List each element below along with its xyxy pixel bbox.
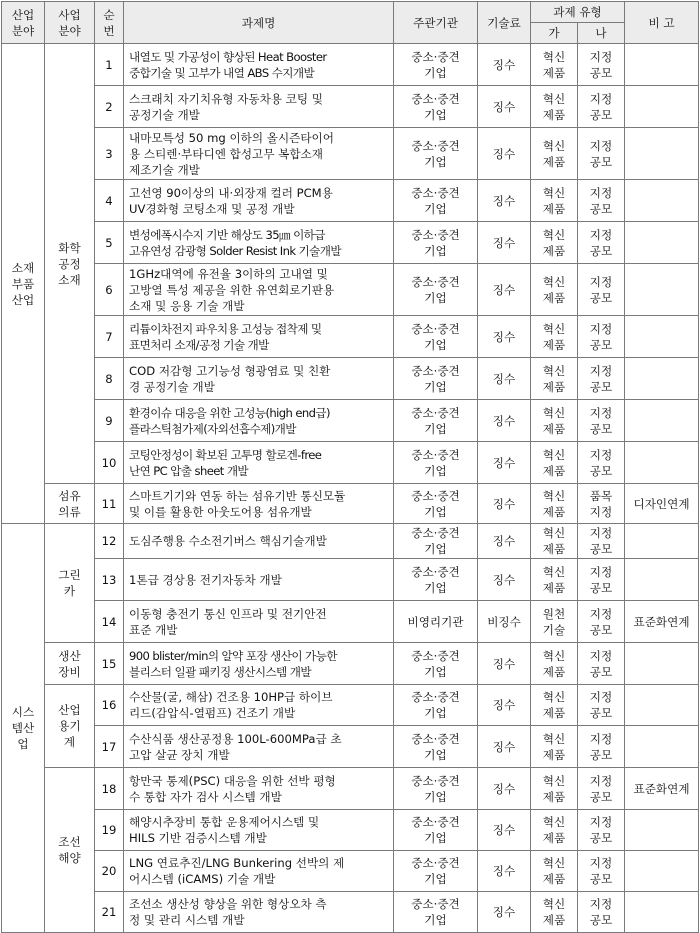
- agency-cell: 중소·중견 기업: [394, 442, 478, 484]
- fee-cell: 징수: [478, 400, 531, 442]
- note-cell: 디자인연계: [625, 484, 699, 524]
- business-cell: 화학 공정 소재: [45, 44, 95, 484]
- task-name-cell: 수산식품 생산공정용 100L-600MPa급 초 고압 살균 장치 개발: [124, 726, 394, 768]
- agency-cell: 중소·중견 기업: [394, 685, 478, 726]
- type-b-cell: 지정 공모: [578, 643, 625, 685]
- type-b-cell: 지정 공모: [578, 524, 625, 559]
- note-cell: [625, 892, 699, 933]
- type-b-cell: 지정 공모: [578, 726, 625, 768]
- type-b-cell: 지정 공모: [578, 264, 625, 316]
- table-row: [2, 180, 699, 222]
- seq-cell: 15: [95, 643, 124, 685]
- type-a-cell: 혁신 제품: [531, 768, 578, 810]
- table-row: [2, 601, 699, 643]
- fee-cell: 징수: [478, 128, 531, 180]
- type-a-cell: 혁신 제품: [531, 685, 578, 726]
- task-name-cell: COD 저감형 고기능성 형광염료 및 친환 경 공정기술 개발: [124, 358, 394, 400]
- table-row: [2, 442, 699, 484]
- seq-cell: 14: [95, 601, 124, 643]
- type-a-cell: 혁신 제품: [531, 86, 578, 128]
- type-a-cell: 혁신 제품: [531, 559, 578, 601]
- fee-cell: 징수: [478, 86, 531, 128]
- note-cell: [625, 180, 699, 222]
- seq-cell: 5: [95, 222, 124, 264]
- note-cell: [625, 685, 699, 726]
- note-cell: 표준화연계: [625, 601, 699, 643]
- fee-cell: 징수: [478, 358, 531, 400]
- header-type-b: 나: [578, 23, 625, 44]
- type-a-cell: 혁신 제품: [531, 810, 578, 851]
- note-cell: [625, 851, 699, 892]
- fee-cell: 징수: [478, 726, 531, 768]
- fee-cell: 징수: [478, 222, 531, 264]
- type-a-cell: 혁신 제품: [531, 358, 578, 400]
- type-a-cell: 혁신 제품: [531, 222, 578, 264]
- agency-cell: 중소·중견 기업: [394, 524, 478, 559]
- type-a-cell: 혁신 제품: [531, 851, 578, 892]
- type-b-cell: 지정 공모: [578, 810, 625, 851]
- fee-cell: 징수: [478, 851, 531, 892]
- fee-cell: 징수: [478, 892, 531, 933]
- seq-cell: 9: [95, 400, 124, 442]
- type-a-cell: 혁신 제품: [531, 484, 578, 524]
- seq-cell: 20: [95, 851, 124, 892]
- seq-cell: 7: [95, 316, 124, 358]
- type-b-cell: 품목 지정: [578, 484, 625, 524]
- fee-cell: 징수: [478, 685, 531, 726]
- seq-cell: 11: [95, 484, 124, 524]
- industry-cell: 소재 부품 산업: [2, 44, 45, 524]
- note-cell: [625, 559, 699, 601]
- business-cell: 그린 카: [45, 524, 95, 643]
- table-row: [2, 86, 699, 128]
- table-row: [2, 726, 699, 768]
- task-name-cell: 1GHz대역에 유전율 3이하의 고내열 및 고방열 특성 제공을 위한 유연회로기판용 소재 및 응용 기술 개발: [124, 264, 394, 316]
- fee-cell: 징수: [478, 180, 531, 222]
- fee-cell: 징수: [478, 810, 531, 851]
- type-a-cell: 혁신 제품: [531, 726, 578, 768]
- header-type-a: 가: [531, 23, 578, 44]
- table-row: [2, 851, 699, 892]
- note-cell: [625, 643, 699, 685]
- fee-cell: 징수: [478, 44, 531, 86]
- task-name-cell: 조선소 생산성 향상을 위한 형상오차 측 정 및 관리 시스템 개발: [124, 892, 394, 933]
- type-a-cell: 혁신 제품: [531, 442, 578, 484]
- header-fee: 기술료: [478, 2, 531, 44]
- note-cell: [625, 128, 699, 180]
- task-name-cell: 해양시추장비 통합 운용제어시스템 및 HILS 기반 검증시스템 개발: [124, 810, 394, 851]
- task-name-cell: 코팅안정성이 확보된 고투명 할로겐-free 난연 PC 압출 sheet 개발: [124, 442, 394, 484]
- seq-cell: 21: [95, 892, 124, 933]
- type-b-cell: 지정 공모: [578, 358, 625, 400]
- seq-cell: 2: [95, 86, 124, 128]
- seq-cell: 17: [95, 726, 124, 768]
- note-cell: [625, 264, 699, 316]
- task-name-cell: 환경이슈 대응을 위한 고성능(high end급) 플라스틱첨가제(자외선흡수제)개발: [124, 400, 394, 442]
- note-cell: [625, 524, 699, 559]
- type-b-cell: 지정 공모: [578, 685, 625, 726]
- note-cell: [625, 222, 699, 264]
- type-b-cell: 지정 공모: [578, 601, 625, 643]
- table-row: [2, 810, 699, 851]
- table-row: [2, 128, 699, 180]
- agency-cell: 중소·중견 기업: [394, 400, 478, 442]
- fee-cell: 징수: [478, 524, 531, 559]
- table-row: [2, 222, 699, 264]
- task-name-cell: 900 blister/min의 알약 포장 생산이 가능한 블리스터 일괄 패키징 생산시스템 개발: [124, 643, 394, 685]
- table-row: [2, 643, 699, 685]
- agency-cell: 중소·중견 기업: [394, 768, 478, 810]
- fee-cell: 징수: [478, 643, 531, 685]
- task-name-cell: 스크래치 자기치유형 자동차용 코팅 및 공정기술 개발: [124, 86, 394, 128]
- task-name-cell: LNG 연료추진/LNG Bunkering 선박의 제 어시스템 (iCAMS) 기술 개발: [124, 851, 394, 892]
- agency-cell: 비영리기관: [394, 601, 478, 643]
- header-type: 과제 유형: [531, 2, 625, 23]
- type-b-cell: 지정 공모: [578, 892, 625, 933]
- seq-cell: 4: [95, 180, 124, 222]
- fee-cell: 징수: [478, 316, 531, 358]
- table-row: [2, 768, 699, 810]
- type-a-cell: 혁신 제품: [531, 400, 578, 442]
- note-cell: [625, 358, 699, 400]
- type-b-cell: 지정 공모: [578, 559, 625, 601]
- agency-cell: 중소·중견 기업: [394, 86, 478, 128]
- fee-cell: 징수: [478, 484, 531, 524]
- table-row: [2, 685, 699, 726]
- type-b-cell: 지정 공모: [578, 316, 625, 358]
- seq-cell: 8: [95, 358, 124, 400]
- note-cell: [625, 442, 699, 484]
- fee-cell: 징수: [478, 264, 531, 316]
- note-cell: [625, 86, 699, 128]
- task-name-cell: 이동형 충전기 통신 인프라 및 전기안전 표준 개발: [124, 601, 394, 643]
- task-name-cell: 변성에폭시수지 기반 해상도 35㎛ 이하급 고유연성 감광형 Solder Resist Ink 기술개발: [124, 222, 394, 264]
- header-business: 사업 분야: [45, 2, 95, 44]
- fee-cell: 징수: [478, 442, 531, 484]
- task-name-cell: 도심주행용 수소전기버스 핵심기술개발: [124, 524, 394, 559]
- seq-cell: 18: [95, 768, 124, 810]
- seq-cell: 13: [95, 559, 124, 601]
- task-name-cell: 1톤급 경상용 전기자동차 개발: [124, 559, 394, 601]
- type-b-cell: 지정 공모: [578, 86, 625, 128]
- type-a-cell: 혁신 제품: [531, 316, 578, 358]
- header-seq: 순 번: [95, 2, 124, 44]
- type-a-cell: 혁신 제품: [531, 643, 578, 685]
- task-name-cell: 리튬이차전지 파우치용 고성능 접착제 및 표면처리 소재/공정 기술 개발: [124, 316, 394, 358]
- agency-cell: 중소·중견 기업: [394, 484, 478, 524]
- note-cell: [625, 810, 699, 851]
- table-row: [2, 892, 699, 933]
- agency-cell: 중소·중견 기업: [394, 222, 478, 264]
- table-row: [2, 264, 699, 316]
- type-a-cell: 혁신 제품: [531, 892, 578, 933]
- seq-cell: 6: [95, 264, 124, 316]
- type-a-cell: 혁신 제품: [531, 180, 578, 222]
- agency-cell: 중소·중견 기업: [394, 180, 478, 222]
- agency-cell: 중소·중견 기업: [394, 264, 478, 316]
- seq-cell: 3: [95, 128, 124, 180]
- type-b-cell: 지정 공모: [578, 222, 625, 264]
- note-cell: [625, 316, 699, 358]
- header-industry: 산업 분야: [2, 2, 45, 44]
- header-task: 과제명: [124, 2, 394, 44]
- type-a-cell: 혁신 제품: [531, 128, 578, 180]
- table-row: [2, 524, 699, 559]
- table-row: [2, 559, 699, 601]
- table-row: [2, 358, 699, 400]
- type-b-cell: 지정 공모: [578, 442, 625, 484]
- note-cell: [625, 400, 699, 442]
- seq-cell: 12: [95, 524, 124, 559]
- task-name-cell: 수산물(굴, 해삼) 건조용 10HP급 하이브 리드(감압식-열펌프) 건조기 개발: [124, 685, 394, 726]
- type-b-cell: 지정 공모: [578, 768, 625, 810]
- business-cell: 조선 해양: [45, 768, 95, 933]
- type-a-cell: 혁신 제품: [531, 524, 578, 559]
- agency-cell: 중소·중견 기업: [394, 358, 478, 400]
- note-cell: 표준화연계: [625, 768, 699, 810]
- task-name-cell: 항만국 통제(PSC) 대응을 위한 선박 평형 수 통합 자가 검사 시스템 개발: [124, 768, 394, 810]
- type-b-cell: 지정 공모: [578, 851, 625, 892]
- agency-cell: 중소·중견 기업: [394, 559, 478, 601]
- seq-cell: 19: [95, 810, 124, 851]
- business-cell: 생산 장비: [45, 643, 95, 685]
- agency-cell: 중소·중견 기업: [394, 851, 478, 892]
- agency-cell: 중소·중견 기업: [394, 44, 478, 86]
- task-name-cell: 스마트기기와 연동 하는 섬유기반 통신모듈 및 이를 활용한 아웃도어용 섬유개발: [124, 484, 394, 524]
- type-b-cell: 지정 공모: [578, 128, 625, 180]
- agency-cell: 중소·중견 기업: [394, 128, 478, 180]
- task-name-cell: 내열도 및 가공성이 향상된 Heat Booster 중합기술 및 고부가 내열 ABS 수지개발: [124, 44, 394, 86]
- agency-cell: 중소·중견 기업: [394, 643, 478, 685]
- seq-cell: 10: [95, 442, 124, 484]
- type-a-cell: 혁신 제품: [531, 44, 578, 86]
- header-note: 비 고: [625, 2, 699, 44]
- type-b-cell: 지정 공모: [578, 44, 625, 86]
- note-cell: [625, 44, 699, 86]
- table-row: [2, 400, 699, 442]
- type-a-cell: 혁신 제품: [531, 264, 578, 316]
- note-cell: [625, 726, 699, 768]
- industry-cell: 시스 템산 업: [2, 524, 45, 933]
- type-b-cell: 지정 공모: [578, 400, 625, 442]
- business-cell: 산업 용기 계: [45, 685, 95, 768]
- table-row: [2, 484, 699, 524]
- task-name-cell: 내마모특성 50 mg 이하의 올시즌타이어 용 스티렌·부타디엔 합성고무 복합소재 제조기술 개발: [124, 128, 394, 180]
- seq-cell: 16: [95, 685, 124, 726]
- type-a-cell: 원천 기술: [531, 601, 578, 643]
- agency-cell: 중소·중견 기업: [394, 892, 478, 933]
- business-cell: 섬유 의류: [45, 484, 95, 524]
- seq-cell: 1: [95, 44, 124, 86]
- task-name-cell: 고선영 90이상의 내·외장재 컬러 PCM용 UV경화형 코팅소재 및 공정 개발: [124, 180, 394, 222]
- agency-cell: 중소·중견 기업: [394, 316, 478, 358]
- table-row: [2, 316, 699, 358]
- fee-cell: 징수: [478, 559, 531, 601]
- task-table: [1, 1, 699, 933]
- fee-cell: 징수: [478, 768, 531, 810]
- type-b-cell: 지정 공모: [578, 180, 625, 222]
- table-row: [2, 44, 699, 86]
- agency-cell: 중소·중견 기업: [394, 810, 478, 851]
- header-agency: 주관기관: [394, 2, 478, 44]
- agency-cell: 중소·중견 기업: [394, 726, 478, 768]
- fee-cell: 비징수: [478, 601, 531, 643]
